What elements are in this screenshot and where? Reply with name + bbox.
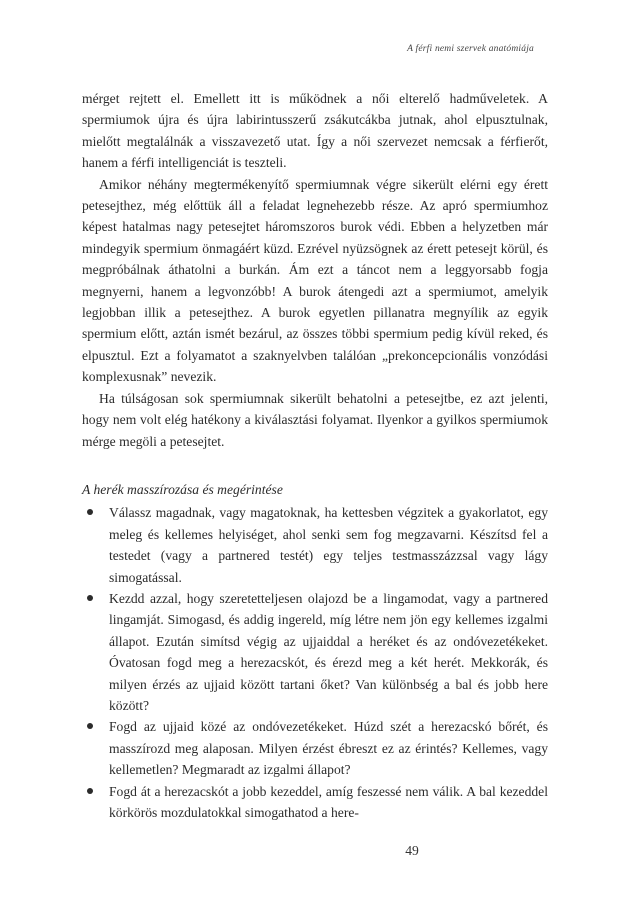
paragraph: mérget rejtett el. Emellett itt is működnek a női elterelő hadműveletek. A spermiumok újra és újra labirintusszerű zsákutcákba jutnak, ahol elpusztulnak, mielőtt megtalálnák a visszavezető utat. Így a női szervezet nemcsak a férfierőt, hanem a férfi intelligenciát is teszteli. — [82, 91, 548, 171]
body-text — [82, 88, 548, 823]
list-item — [82, 588, 548, 716]
list-item-text: Fogd át a herezacskót a jobb kezeddel, amíg feszessé nem válik. A bal kezeddel körkörös mozdulatokkal simogathatod a here- — [109, 783, 548, 820]
paragraph: Ha túlságosan sok spermiumnak sikerült behatolni a petesejtbe, ez azt jelenti, hogy nem volt elég hatékony a kiválasztási folyamat. Ilyenkor a gyilkos spermiumok mérge megöli a petesejtet. — [82, 390, 548, 449]
bullet-icon — [87, 595, 93, 601]
bullet-icon — [87, 788, 93, 794]
section-title: A herék masszírozása és megérintése — [82, 481, 283, 497]
list-item — [82, 781, 548, 824]
bullet-icon — [87, 509, 93, 515]
list-item-text: Válassz magadnak, vagy magatoknak, ha kettesben végzitek a gyakorlatot, egy meleg és kellemes helyiséget, ahol senki sem fog megzavarni. Készítsd fel a testedet (vagy a partnered testét) egy teljes testmasszázzsal vagy lágy simogatással. — [109, 505, 548, 585]
list-item — [82, 502, 548, 588]
list-item-text: Fogd az ujjaid közé az ondóvezetékeket. Húzd szét a herezacskó bőrét, és masszírozd meg alaposan. Milyen érzést ébreszt ez az érintés? Kellemes, vagy kellemetlen? Megmaradt az izgalmi állapot? — [109, 719, 548, 778]
paragraph: Amikor néhány megtermékenyítő spermiumnak végre sikerült elérni egy érett petesejthez, még előttük áll a feladat legnehezebb része. Az apró spermiumhoz képest hatalmas nagy petesejtet háromszoros burok védi. Ebben a helyzetben már mindegyik spermium önmagáért küzd. Ezrével nyüzsögnek az érett petesejt körül, és megpróbálnak áthatolni a burkán. Ám ezt a táncot nem a leggyorsabb fogja megnyerni, hanem a legvonzóbb! A burok átengedi azt a spermiumot, amelyik legjobban illik a petesejthez. A burok egyetlen pillanatra megnyílik az egyik spermium előtt, aztán ismét bezárul, az összes többi spermium pedig kívül reked, és elpusztul. Ezt a folyamatot a szaknyelvben találóan „prekoncepcionális vonzódási komplexusnak” nevezik. — [82, 176, 548, 385]
page-number: 49 — [405, 843, 419, 858]
bullet-icon — [87, 723, 93, 729]
bullet-list — [82, 502, 548, 823]
running-header: A férfi nemi szervek anatómiája — [407, 44, 534, 54]
list-item — [82, 716, 548, 780]
list-item-text: Kezdd azzal, hogy szeretetteljesen olajozd be a lingamodat, vagy a partnered lingamját. Simogasd, és addig ingereld, míg létre nem jön egy kellemes izgalmi állapot. Ezután simítsd végig az ujjaiddal a heréket és az ondóvezetékeket. Óvatosan fogd meg a herezacskót, és érezd meg a két herét. Mekkorák, és milyen érzés az ujjaid között tartani őket? Van különbség a bal és jobb here között? — [109, 590, 548, 713]
